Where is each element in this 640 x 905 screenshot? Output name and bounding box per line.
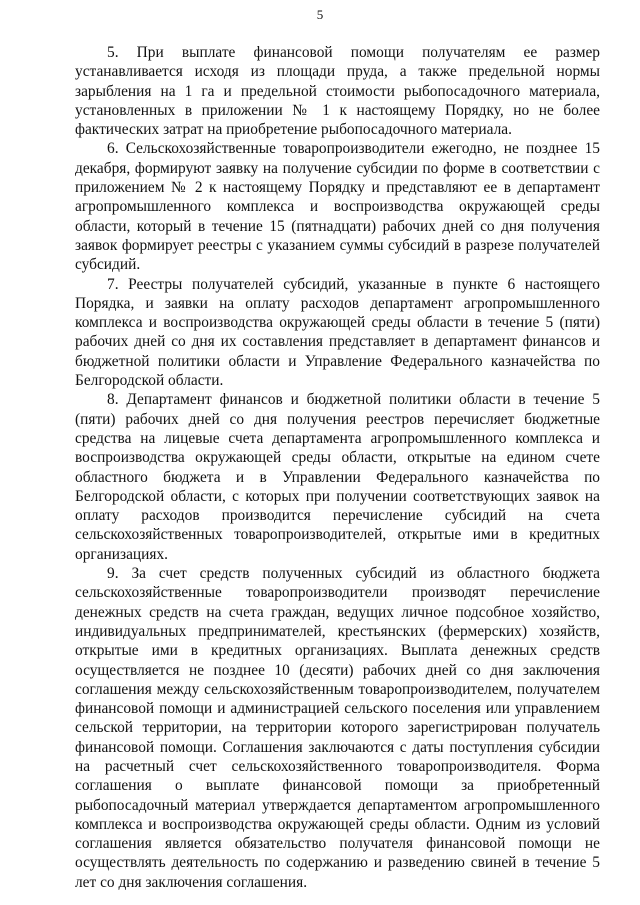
document-body	[75, 43, 600, 892]
paragraph-7: 7. Реестры получателей субсидий, указанные в пункте 6 настоящего Порядка, и заявки на оплату расходов департамент агропромышленного комплекса и воспроизводства окружающей среды области в течение 5 (пяти) рабочих дней со дня их составления представляет в департамент финансов и бюджетной политики области и Управление Федерального казначейства по Белгородской области.	[75, 275, 600, 390]
paragraph-6: 6. Сельскохозяйственные товаропроизводители ежегодно, не позднее 15 декабря, формируют заявку на получение субсидии по форме в соответствии с приложением № 2 к настоящему Порядку и представляют ее в департамент агропромышленного комплекса и воспроизводства окружающей среды области, который в течение 15 (пятнадцати) рабочих дней со дня получения заявок формирует реестры с указанием суммы субсидий в разрезе получателей субсидий.	[75, 140, 600, 274]
paragraph-5: 5. При выплате финансовой помощи получателям ее размер устанавливается исходя из площади пруда, а также предельной нормы зарыбления на 1 га и предельной стоимости рыбопосадочного материала, установленных в приложении № 1 к настоящему Порядку, но не более фактических затрат на приобретение рыбопосадочного материала.	[75, 44, 600, 139]
paragraph-8: 8. Департамент финансов и бюджетной политики области в течение 5 (пяти) рабочих дней со дня получения реестров перечисляет бюджетные средства на лицевые счета департамента агропромышленного комплекса и воспроизводства окружающей среды области, открытые на едином счете областного бюджета и в Управлении Федерального казначейства по Белгородской области, с которых при получении соответствующих заявок на оплату расходов производится перечисление субсидий на счета сельскохозяйственных товаропроизводителей, открытые ими в кредитных организациях.	[75, 391, 600, 563]
page-number: 5	[316, 7, 324, 22]
paragraph-9: 9. За счет средств полученных субсидий из областного бюджета сельскохозяйственные товаропроизводители производят перечисление денежных средств на счета граждан, ведущих личное подсобное хозяйство, индивидуальных предпринимателей, крестьянских (фермерских) хозяйств, открытые ими в кредитных организациях. Выплата денежных средств осуществляется не позднее 10 (десяти) рабочих дней со дня заключения соглашения между сельскохозяйственным товаропроизводителем, получателем финансовой помощи и администрацией сельского поселения или управлением сельской территории, на территории которого зарегистрирован получатель финансовой помощи. Соглашения заключаются с даты поступления субсидии на расчетный счет сельскохозяйственного товаропроизводителя. Форма соглашения о выплате финансовой помощи за приобретенный рыбопосадочный материал утверждается департаментом агропромышленного комплекса и воспроизводства окружающей среды области. Одним из условий соглашения является обязательство получателя финансовой помощи не осуществлять деятельность по содержанию и разведению свиней в течение 5 лет со дня заключения соглашения.	[75, 565, 600, 891]
